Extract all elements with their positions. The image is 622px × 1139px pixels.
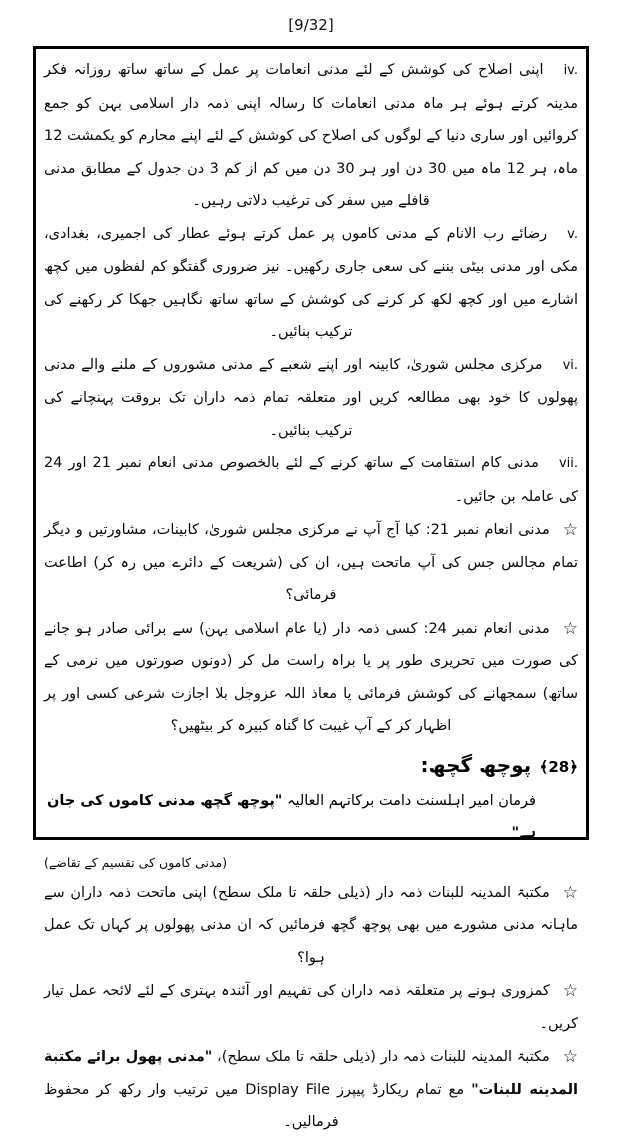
item-marker-v: v. (567, 226, 578, 242)
item-text-v: رضائے رب الانام کے مدنی کاموں پر عمل کرتے ہوئے عطار کی اجمیری، بغدادی، مکی اور مدنی بیٹی بننے کی سعی جاری رکھیں۔ نیز ضروری گفتگو کم لفظوں میں کچھ اشارے میں اور کچھ لکھ کر کرنے کی کوشش کے ساتھ ساتھ نگاہیں جھکا کر رکھنے کی ترکیب بنائیں۔ (44, 225, 578, 340)
star-icon: ☆ (562, 520, 579, 540)
item-text-vi: مرکزی مجلس شوریٰ، کابینہ اور اپنے شعبے کے مدنی مشوروں کے ملنے والے مدنی پھولوں کا خود بھی مطالعہ کریں اور متعلقہ تمام ذمہ داران تک بروقت پہنچانے کی ترکیب بنائیں۔ (44, 356, 578, 439)
numbered-item-vii (44, 447, 578, 513)
item-text-iv: اپنی اصلاح کی کوشش کے لئے مدنی انعامات پر عمل کے ساتھ ساتھ روزانہ فکر مدینہ کرتے ہوئے ہر ماہ مدنی انعامات کا رسالہ اپنی ذمہ دار اسلامی بہن کو جمع کروائیں اور ساری دنیا کے لوگوں کی اصلاح کی کوشش کے لئے اپنے محارم کو یکمشت 12 ماہ، ہر 12 ماہ میں 30 دن اور ہر 30 دن میں کم از کم 3 دن جدول کے مطابق مدنی قافلے میں سفر کی ترغیب دلاتی رہیں۔ (44, 62, 579, 209)
followup-display-file-suffix: مع تمام ریکارڈ پیپرز Display File میں ترتیب وار رکھ کر محفوظ فرمالیں۔ (44, 1081, 472, 1130)
section-title: پوچھ گچھ: (420, 752, 532, 777)
subnote: (مدنی کاموں کی تقسیم کے تقاضے) (44, 854, 228, 870)
star-icon: ☆ (562, 618, 578, 639)
star-icon: ☆ (562, 882, 578, 903)
followup-display-file-prefix: مکتبۃ المدینہ للبنات ذمہ دار (ذیلی حلقہ تا ملک سطح)، (212, 1049, 550, 1065)
followup-item-display-file (44, 1040, 578, 1139)
inam-question-21 (44, 513, 578, 612)
item-marker-vi: vi. (562, 357, 578, 373)
followup-improvement-plan-text: کمزوری ہونے پر متعلقہ ذمہ داران کی تفہیم اور آئندہ بہتری کے لئے لائحہ عمل تیار کریں۔ (44, 983, 578, 1032)
numbered-item-v (44, 218, 578, 349)
item-text-vii: مدنی کام استقامت کے ساتھ کرنے کے لئے بالخصوص مدنی انعام نمبر 21 اور 24 کی عاملہ بن جائیں۔ (44, 455, 578, 505)
star-icon: ☆ (562, 1047, 579, 1067)
numbered-item-iv (44, 54, 578, 218)
inam-question-24 (44, 612, 578, 743)
farman-quote: "پوچھ گچھ مدنی کاموں کی جان ہے" (47, 792, 536, 841)
section-heading (44, 746, 578, 785)
followup-item-improvement-plan (44, 974, 578, 1040)
inam-question-24-text: مدنی انعام نمبر 24: کسی ذمہ دار (یا عام اسلامی بہن) سے برائی صادر ہو جانے کی صورت میں تحریری طور پر یا براہ راست مل کر (دونوں صورتوں میں نرمی کے ساتھ) سمجھانے کی کوشش فرمائی یا معاذ اللہ عزوجل بلا اجازت شرعی کسی اور پر اظہار کر کے آپ غیبت کا گناہ کبیرہ کر بیٹھیں؟ (44, 620, 578, 734)
section-number-ornament: ﴿28﴾ (539, 757, 578, 776)
item-marker-iv: iv. (563, 63, 578, 78)
star-icon: ☆ (562, 981, 578, 1001)
item-marker-vii: vii. (558, 456, 578, 471)
followup-display-file-bold: "مدنی پھول برائے مکتبة المدینه للبنات" (44, 1049, 578, 1098)
farman-line (44, 785, 578, 849)
numbered-item-vi (44, 349, 578, 448)
followup-item-monthly-review (44, 876, 578, 975)
farman-prefix: فرمان امیر اہلسنت دامت برکاتہم العالیہ (282, 792, 536, 809)
followup-monthly-review-text: مکتبۃ المدینہ للبنات ذمہ دار (ذیلی حلقہ تا ملک سطح) اپنی ماتحت ذمہ داران سے ماہانہ مدنی مشورے میں بھی پوچھ گچھ فرمائیں کہ ان مدنی پھولوں پر کہاں تک عمل ہوا؟ (44, 884, 578, 966)
page-number: [9/32] (288, 16, 334, 34)
content-border-box (33, 46, 589, 1130)
inam-question-21-text: مدنی انعام نمبر 21: کیا آج آپ نے مرکزی مجلس شوریٰ، کابینات، مشاورتیں و دیگر تمام مجالس جس کی آپ ماتحت ہیں، ان کی (شریعت کے دائرے میں رہ کر) اطاعت فرمائی؟ (44, 522, 578, 603)
